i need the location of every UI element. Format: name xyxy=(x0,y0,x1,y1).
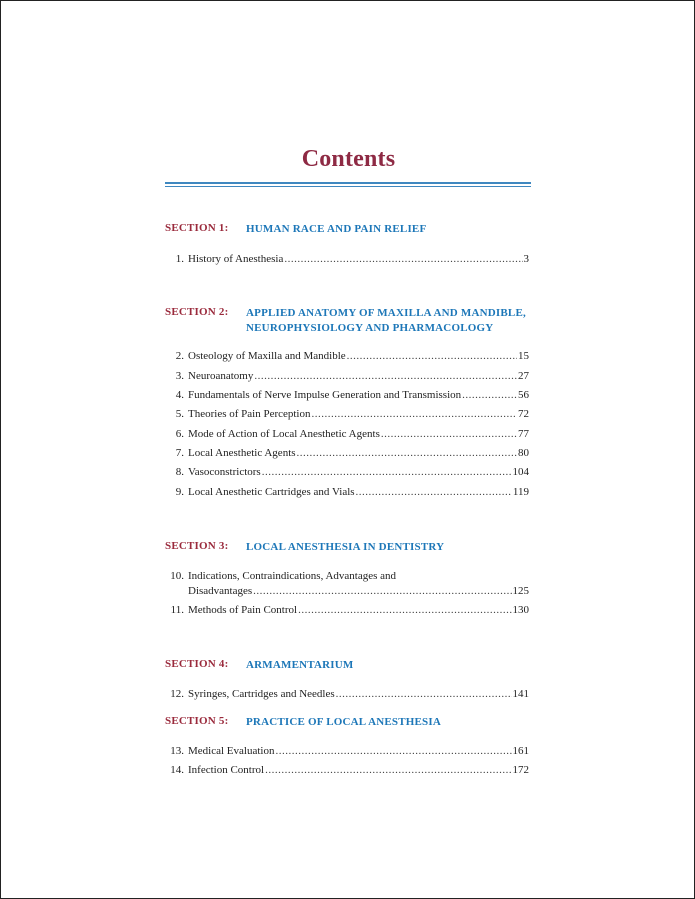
section-title: PRACTICE OF LOCAL ANESTHESIA xyxy=(246,716,441,728)
entry-title: Mode of Action of Local Anesthetic Agents xyxy=(188,428,380,440)
entry-title: Medical Evaluation xyxy=(188,745,275,757)
entry-page: 15 xyxy=(518,350,529,362)
leader-dots xyxy=(356,484,512,500)
entry-title: Local Anesthetic Agents xyxy=(188,447,296,459)
entry-page: 80 xyxy=(518,447,529,459)
entry-title: Vasoconstrictors xyxy=(188,466,261,478)
entry-title: History of Anesthesia xyxy=(188,253,284,265)
entry-page: 72 xyxy=(518,408,529,420)
title-rule-thin xyxy=(165,186,531,187)
entry-title: Osteology of Maxilla and Mandible xyxy=(188,350,346,362)
entry-number: 14. xyxy=(170,764,184,776)
section-title: APPLIED ANATOMY OF MAXILLA AND MANDIBLE, NEUROPHYSIOLOGY AND PHARMACOLOGY xyxy=(246,307,526,334)
entry-page: 3 xyxy=(523,253,529,265)
entry-page: 56 xyxy=(518,389,529,401)
title-rule-thick xyxy=(165,182,531,184)
entry-number: 8. xyxy=(175,466,184,478)
section-title: HUMAN RACE AND PAIN RELIEF xyxy=(246,223,427,235)
leader-dots xyxy=(262,464,512,480)
entry-page: 172 xyxy=(512,764,529,776)
entry-number: 2. xyxy=(175,350,184,362)
entry-number: 1. xyxy=(175,253,184,265)
section-label: SECTION 3: xyxy=(165,540,229,552)
entry-title: Syringes, Cartridges and Needles xyxy=(188,688,335,700)
section-label: SECTION 2: xyxy=(165,306,229,318)
entry-number: 11. xyxy=(170,604,184,616)
entry-page: 161 xyxy=(512,745,529,757)
entry-number: 10. xyxy=(170,570,184,582)
leader-dots xyxy=(381,426,517,442)
section-title: ARMAMENTARIUM xyxy=(246,659,354,671)
leader-dots xyxy=(284,251,522,267)
entry-title: Neuroanatomy xyxy=(188,370,254,382)
leader-dots xyxy=(265,762,511,778)
entry-number: 6. xyxy=(175,428,184,440)
leader-dots xyxy=(312,406,518,422)
entry-page: 27 xyxy=(518,370,529,382)
leader-dots xyxy=(347,348,517,364)
section-label: SECTION 5: xyxy=(165,715,229,727)
entry-title-line-1: Indications, Contraindications, Advantages and xyxy=(188,570,397,582)
section-label: SECTION 1: xyxy=(165,222,229,234)
entry-page: 104 xyxy=(512,466,529,478)
entry-title: Local Anesthetic Cartridges and Vials xyxy=(188,486,355,498)
entry-number: 12. xyxy=(170,688,184,700)
entry-page: 119 xyxy=(512,486,529,498)
entry-page: 130 xyxy=(512,604,529,616)
leader-dots xyxy=(275,743,511,759)
entry-number: 4. xyxy=(175,389,184,401)
entry-title: Disadvantages xyxy=(188,585,253,597)
section-label: SECTION 4: xyxy=(165,658,229,670)
toc-entry[interactable] xyxy=(165,568,529,602)
entry-number: 5. xyxy=(175,408,184,420)
entry-number: 3. xyxy=(175,370,184,382)
entry-number: 9. xyxy=(175,486,184,498)
leader-dots xyxy=(336,686,512,702)
entry-page: 77 xyxy=(518,428,529,440)
entry-title: Methods of Pain Control xyxy=(188,604,298,616)
entry-title: Fundamentals of Nerve Impulse Generation and Transmission xyxy=(188,389,462,401)
entry-title: Theories of Pain Perception xyxy=(188,408,311,420)
entry-page: 125 xyxy=(512,585,529,597)
leader-dots xyxy=(253,583,511,599)
entry-title: Infection Control xyxy=(188,764,265,776)
leader-dots xyxy=(254,368,517,384)
page-title: Contents xyxy=(301,146,396,172)
entry-number: 13. xyxy=(170,745,184,757)
leader-dots xyxy=(462,387,517,403)
entry-number: 7. xyxy=(175,447,184,459)
section-title: LOCAL ANESTHESIA IN DENTISTRY xyxy=(246,541,445,553)
leader-dots xyxy=(298,602,511,618)
entry-page: 141 xyxy=(512,688,529,700)
leader-dots xyxy=(297,445,517,461)
